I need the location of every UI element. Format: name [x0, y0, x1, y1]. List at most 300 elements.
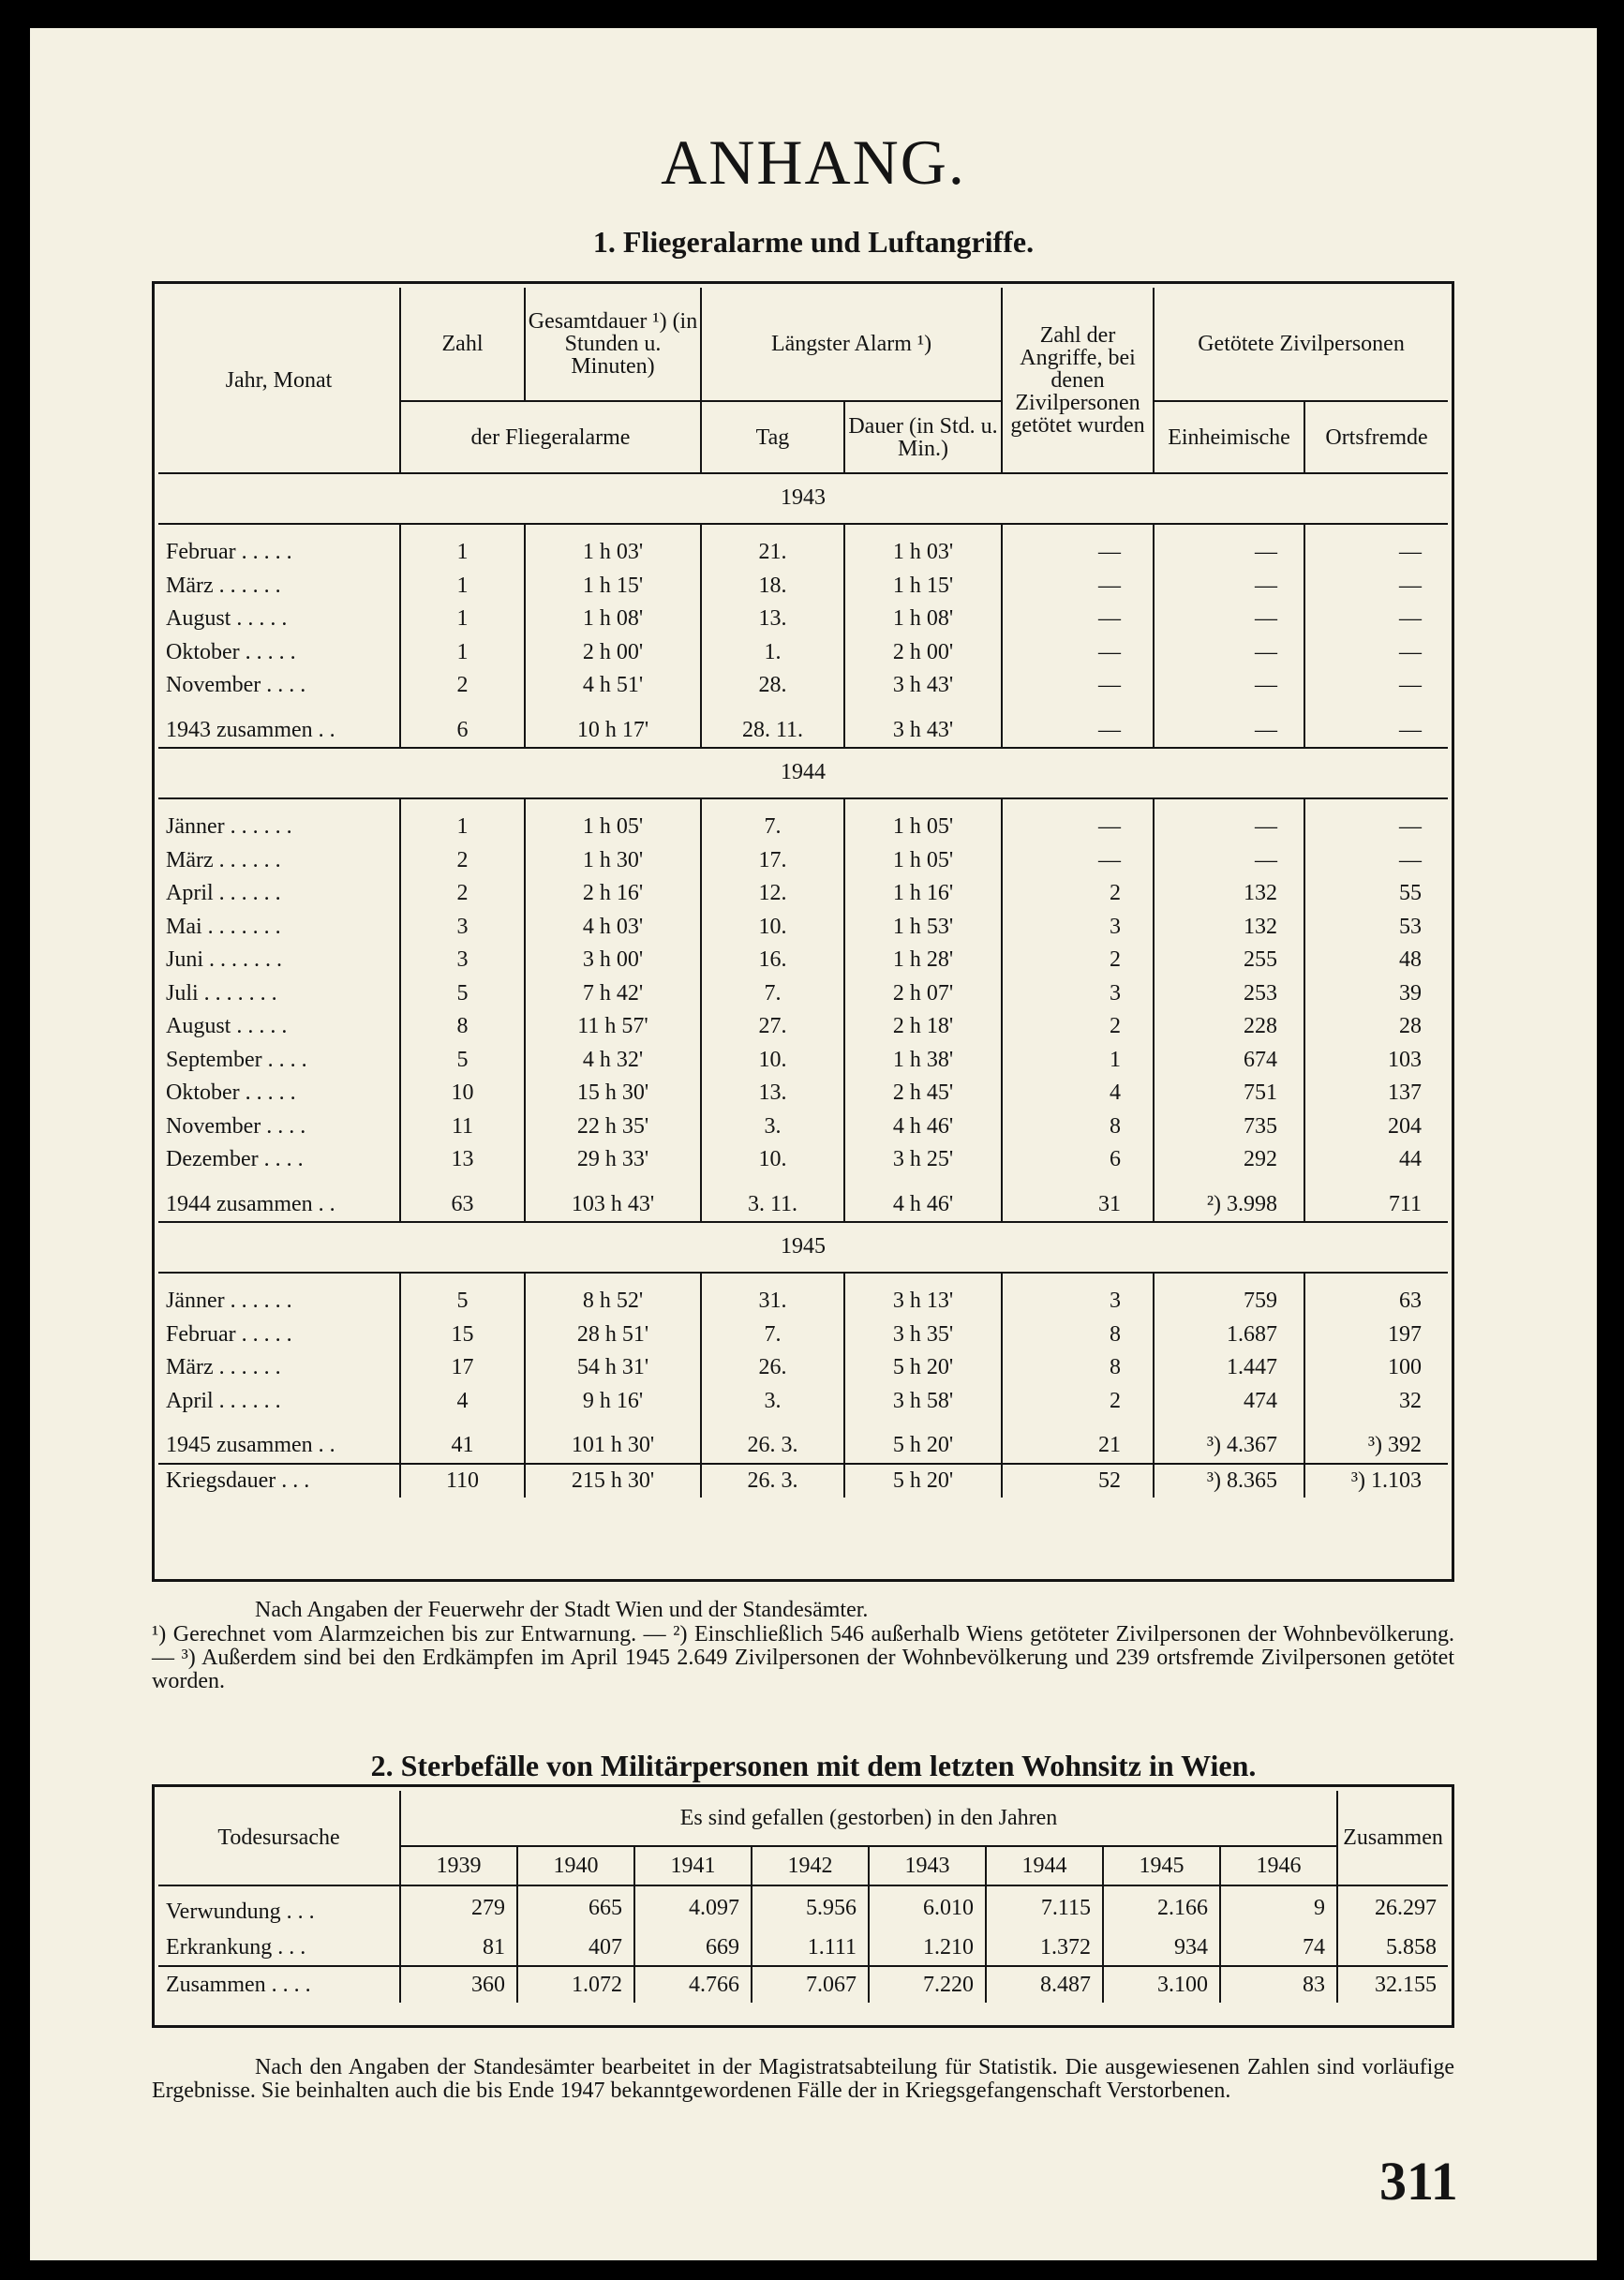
- value-cell: 407: [517, 1930, 634, 1966]
- value-cell: 665: [517, 1885, 634, 1930]
- spacer-cell: [525, 1418, 701, 1429]
- tag-cell: 28. 11.: [701, 714, 844, 749]
- spacer-cell: [1154, 1273, 1304, 1285]
- table-row: [158, 636, 1448, 670]
- table-row: [158, 844, 1448, 878]
- month-label: Kriegsdauer . . .: [158, 1464, 400, 1498]
- einheimische-cell: 735: [1154, 1110, 1304, 1144]
- total-cell: 26.297: [1337, 1885, 1448, 1930]
- value-cell: 9: [1220, 1885, 1337, 1930]
- einheimische-cell: —: [1154, 536, 1304, 570]
- year-header: 1944: [986, 1846, 1103, 1885]
- einheimische-cell: —: [1154, 636, 1304, 670]
- war-total-row: [158, 1464, 1448, 1498]
- table-row: [158, 1385, 1448, 1419]
- angriffe-cell: 4: [1002, 1077, 1154, 1110]
- spacer-cell: [1154, 703, 1304, 714]
- air-raid-table: [158, 288, 1448, 1498]
- angriffe-cell: 2: [1002, 944, 1154, 977]
- month-label: April . . . . . .: [166, 1388, 281, 1413]
- ortsfremde-cell: 44: [1304, 1143, 1448, 1177]
- zahl-cell: 10: [400, 1077, 525, 1110]
- spacer-cell: [1154, 524, 1304, 536]
- spacer-cell: [1002, 1273, 1154, 1285]
- document-page: [30, 28, 1597, 2260]
- tag-cell: 3. 11.: [701, 1188, 844, 1223]
- ortsfremde-cell: 103: [1304, 1044, 1448, 1078]
- tag-cell: 28.: [701, 669, 844, 703]
- spacer-cell: [1154, 798, 1304, 811]
- dauer-cell: 3 h 43': [844, 714, 1002, 749]
- table-row: [158, 1351, 1448, 1385]
- spacer-cell: [400, 524, 525, 536]
- table-row: [158, 669, 1448, 703]
- table-row: [158, 877, 1448, 911]
- value-cell: 6.010: [869, 1885, 986, 1930]
- value-cell: 1.372: [986, 1930, 1103, 1966]
- month-label: März . . . . . .: [166, 847, 281, 872]
- month-label: 1943 zusammen . .: [166, 717, 335, 742]
- dauer-cell: 1 h 16': [844, 877, 1002, 911]
- dauer-cell: 1 h 28': [844, 944, 1002, 977]
- month-label: August . . . . .: [166, 1014, 288, 1038]
- gesamtdauer-cell: 10 h 17': [525, 714, 701, 749]
- spacer-cell: [400, 798, 525, 811]
- dauer-cell: 5 h 20': [844, 1464, 1002, 1498]
- value-cell: 279: [400, 1885, 517, 1930]
- spacer-cell: [158, 703, 400, 714]
- year-row: [158, 748, 1448, 798]
- table2-note: Nach den Angaben der Standesämter bearbeitet in der Magistratsabteilung für Statistik. Die ausgewiesenen Zahlen sind vorläufige Ergebnisse. Sie beinhalten auch die bis Ende 1947 bekanntgewordenen Fälle der in Kriegsgefangenschaft Verstorbenen.: [152, 2055, 1454, 2103]
- zahl-cell: 2: [400, 877, 525, 911]
- tag-cell: 13.: [701, 603, 844, 636]
- table-row: [158, 977, 1448, 1011]
- value-cell: 1.111: [752, 1930, 869, 1966]
- dauer-cell: 2 h 00': [844, 636, 1002, 670]
- value-cell: 81: [400, 1930, 517, 1966]
- einheimische-cell: ³) 4.367: [1154, 1429, 1304, 1464]
- value-cell: 8.487: [986, 1966, 1103, 2003]
- year-header: 1941: [634, 1846, 752, 1885]
- year-total-row: [158, 714, 1448, 749]
- month-label: 1945 zusammen . .: [166, 1433, 335, 1457]
- year-header: 1946: [1220, 1846, 1337, 1885]
- value-cell: 669: [634, 1930, 752, 1966]
- angriffe-cell: 21: [1002, 1429, 1154, 1464]
- year-header: 1945: [1103, 1846, 1220, 1885]
- spacer-cell: [400, 1177, 525, 1188]
- table-row: [158, 1010, 1448, 1044]
- tag-cell: 7.: [701, 811, 844, 844]
- dauer-cell: 1 h 03': [844, 536, 1002, 570]
- angriffe-cell: 8: [1002, 1319, 1154, 1352]
- spacer-cell: [701, 798, 844, 811]
- einheimische-cell: —: [1154, 844, 1304, 878]
- month-label: März . . . . . .: [166, 573, 281, 598]
- tag-cell: 31.: [701, 1285, 844, 1319]
- dauer-cell: 5 h 20': [844, 1429, 1002, 1464]
- angriffe-cell: —: [1002, 844, 1154, 878]
- spacer-cell: [525, 524, 701, 536]
- table1-source: Nach Angaben der Feuerwehr der Stadt Wien und der Standesämter.: [255, 1598, 869, 1622]
- month-label: Mai . . . . . . .: [166, 914, 281, 939]
- tag-cell: 26. 3.: [701, 1464, 844, 1498]
- ortsfremde-cell: 32: [1304, 1385, 1448, 1419]
- gesamtdauer-cell: 103 h 43': [525, 1188, 701, 1223]
- dauer-cell: 2 h 45': [844, 1077, 1002, 1110]
- spacer-cell: [844, 703, 1002, 714]
- ortsfremde-cell: —: [1304, 669, 1448, 703]
- ortsfremde-cell: —: [1304, 811, 1448, 844]
- spacer-row: [158, 524, 1448, 536]
- einheimische-cell: 292: [1154, 1143, 1304, 1177]
- table2-header-row-1: [158, 1791, 1448, 1846]
- dauer-cell: 1 h 38': [844, 1044, 1002, 1078]
- table-row: [158, 603, 1448, 636]
- header-zahl: Zahl: [400, 288, 525, 401]
- dauer-cell: 1 h 05': [844, 811, 1002, 844]
- table-row: [158, 944, 1448, 977]
- spacer-cell: [1304, 1418, 1448, 1429]
- gesamtdauer-cell: 2 h 00': [525, 636, 701, 670]
- dauer-cell: 3 h 25': [844, 1143, 1002, 1177]
- month-label: Oktober . . . . .: [166, 1080, 296, 1105]
- angriffe-cell: —: [1002, 536, 1154, 570]
- spacer-row: [158, 1177, 1448, 1188]
- header-todesursache: Todesursache: [217, 1825, 340, 1850]
- tag-cell: 3.: [701, 1385, 844, 1419]
- dauer-cell: 4 h 46': [844, 1110, 1002, 1144]
- gesamtdauer-cell: 7 h 42': [525, 977, 701, 1011]
- dauer-cell: 3 h 58': [844, 1385, 1002, 1419]
- year-heading: 1943: [158, 473, 1448, 524]
- spacer-row: [158, 1273, 1448, 1285]
- spacer-cell: [400, 703, 525, 714]
- month-label: September . . . .: [166, 1047, 307, 1072]
- ortsfremde-cell: 137: [1304, 1077, 1448, 1110]
- gesamtdauer-cell: 1 h 08': [525, 603, 701, 636]
- einheimische-cell: 132: [1154, 911, 1304, 945]
- month-label: März . . . . . .: [166, 1355, 281, 1379]
- cause-label: Verwundung . . .: [166, 1900, 315, 1924]
- ortsfremde-cell: 48: [1304, 944, 1448, 977]
- year-row: [158, 1222, 1448, 1273]
- spacer-cell: [1002, 1418, 1154, 1429]
- ortsfremde-cell: 197: [1304, 1319, 1448, 1352]
- einheimische-cell: —: [1154, 570, 1304, 604]
- spacer-cell: [701, 703, 844, 714]
- table-row: [158, 911, 1448, 945]
- ortsfremde-cell: 39: [1304, 977, 1448, 1011]
- gesamtdauer-cell: 11 h 57': [525, 1010, 701, 1044]
- spacer-cell: [1304, 524, 1448, 536]
- gesamtdauer-cell: 1 h 30': [525, 844, 701, 878]
- ortsfremde-cell: 204: [1304, 1110, 1448, 1144]
- spacer-cell: [158, 1273, 400, 1285]
- spacer-cell: [844, 1418, 1002, 1429]
- einheimische-cell: 1.687: [1154, 1319, 1304, 1352]
- header-tag: Tag: [701, 401, 844, 473]
- ortsfremde-cell: —: [1304, 570, 1448, 604]
- year-heading: 1944: [158, 748, 1448, 798]
- ortsfremde-cell: ³) 1.103: [1304, 1464, 1448, 1498]
- angriffe-cell: 1: [1002, 1044, 1154, 1078]
- ortsfremde-cell: 100: [1304, 1351, 1448, 1385]
- spacer-cell: [844, 524, 1002, 536]
- spacer-cell: [525, 798, 701, 811]
- spacer-cell: [1154, 1418, 1304, 1429]
- table2-frame: [152, 1784, 1454, 2028]
- zahl-cell: 4: [400, 1385, 525, 1419]
- gesamtdauer-cell: 4 h 51': [525, 669, 701, 703]
- spacer-cell: [1154, 1177, 1304, 1188]
- gesamtdauer-cell: 15 h 30': [525, 1077, 701, 1110]
- tag-cell: 12.: [701, 877, 844, 911]
- spacer-row: [158, 703, 1448, 714]
- table1-title: 1. Fliegeralarme und Luftangriffe.: [592, 225, 1035, 259]
- gesamtdauer-cell: 4 h 03': [525, 911, 701, 945]
- value-cell: 4.097: [634, 1885, 752, 1930]
- spacer-cell: [701, 524, 844, 536]
- angriffe-cell: 8: [1002, 1110, 1154, 1144]
- month-label: Februar . . . . .: [166, 1321, 292, 1347]
- value-cell: 360: [400, 1966, 517, 2003]
- zahl-cell: 63: [400, 1188, 525, 1223]
- einheimische-cell: —: [1154, 603, 1304, 636]
- month-label: April . . . . . .: [166, 881, 281, 905]
- cause-label: Zusammen . . . .: [166, 1973, 311, 1997]
- page-number: 311: [1379, 2151, 1458, 2212]
- table-row: [158, 1285, 1448, 1319]
- spacer-cell: [158, 1177, 400, 1188]
- value-cell: 3.100: [1103, 1966, 1220, 2003]
- angriffe-cell: 2: [1002, 1010, 1154, 1044]
- zahl-cell: 15: [400, 1319, 525, 1352]
- table1-header-row-1: [158, 288, 1448, 401]
- zahl-cell: 1: [400, 603, 525, 636]
- header-ortsfremde: Ortsfremde: [1304, 401, 1448, 473]
- spacer-cell: [158, 1418, 400, 1429]
- table-row: [158, 1110, 1448, 1144]
- gesamtdauer-cell: 28 h 51': [525, 1319, 701, 1352]
- ortsfremde-cell: —: [1304, 603, 1448, 636]
- zahl-cell: 110: [400, 1464, 525, 1498]
- gesamtdauer-cell: 54 h 31': [525, 1351, 701, 1385]
- gesamtdauer-cell: 2 h 16': [525, 877, 701, 911]
- dauer-cell: 2 h 07': [844, 977, 1002, 1011]
- header-gesamtdauer: Gesamtdauer ¹) (in Stunden u. Minuten): [525, 288, 701, 401]
- zahl-cell: 5: [400, 977, 525, 1011]
- spacer-cell: [1002, 798, 1154, 811]
- ortsfremde-cell: —: [1304, 714, 1448, 749]
- page-title: ANHANG.: [661, 127, 966, 198]
- zahl-cell: 3: [400, 944, 525, 977]
- gesamtdauer-cell: 1 h 15': [525, 570, 701, 604]
- spacer-cell: [1002, 1177, 1154, 1188]
- angriffe-cell: —: [1002, 603, 1154, 636]
- einheimische-cell: ²) 3.998: [1154, 1188, 1304, 1223]
- dauer-cell: 4 h 46': [844, 1188, 1002, 1223]
- spacer-cell: [1304, 1273, 1448, 1285]
- year-heading: 1945: [158, 1222, 1448, 1273]
- angriffe-cell: 2: [1002, 877, 1154, 911]
- gesamtdauer-cell: 22 h 35': [525, 1110, 701, 1144]
- dauer-cell: 2 h 18': [844, 1010, 1002, 1044]
- dauer-cell: 1 h 08': [844, 603, 1002, 636]
- tag-cell: 7.: [701, 1319, 844, 1352]
- einheimische-cell: —: [1154, 669, 1304, 703]
- einheimische-cell: 253: [1154, 977, 1304, 1011]
- zahl-cell: 11: [400, 1110, 525, 1144]
- gesamtdauer-cell: 215 h 30': [525, 1464, 701, 1498]
- angriffe-cell: 6: [1002, 1143, 1154, 1177]
- table2-title: 2. Sterbefälle von Militärpersonen mit dem letzten Wohnsitz in Wien.: [370, 1749, 1257, 1782]
- spacer-cell: [158, 798, 400, 811]
- dauer-cell: 3 h 13': [844, 1285, 1002, 1319]
- ortsfremde-cell: 53: [1304, 911, 1448, 945]
- tag-cell: 18.: [701, 570, 844, 604]
- spacer-cell: [158, 524, 400, 536]
- spacer-cell: [844, 1177, 1002, 1188]
- gesamtdauer-cell: 3 h 00': [525, 944, 701, 977]
- month-label: November . . . .: [166, 1113, 306, 1139]
- military-deaths-table: [158, 1791, 1448, 2003]
- header-zahl-angriffe: Zahl der Angriffe, bei denen Zivilpersonen getötet wurden: [1002, 288, 1154, 473]
- zahl-cell: 6: [400, 714, 525, 749]
- gesamtdauer-cell: 9 h 16': [525, 1385, 701, 1419]
- header-zusammen: Zusammen: [1337, 1791, 1448, 1885]
- tag-cell: 10.: [701, 1044, 844, 1078]
- month-label: Juni . . . . . . .: [166, 947, 283, 972]
- spacer-cell: [1304, 798, 1448, 811]
- tag-cell: 10.: [701, 911, 844, 945]
- zahl-cell: 17: [400, 1351, 525, 1385]
- einheimische-cell: 228: [1154, 1010, 1304, 1044]
- gesamtdauer-cell: 29 h 33': [525, 1143, 701, 1177]
- ortsfremde-cell: —: [1304, 536, 1448, 570]
- einheimische-cell: —: [1154, 811, 1304, 844]
- spacer-row: [158, 798, 1448, 811]
- spacer-cell: [701, 1418, 844, 1429]
- spacer-cell: [525, 1177, 701, 1188]
- header-dauer: Dauer (in Std. u. Min.): [844, 401, 1002, 473]
- ortsfremde-cell: 55: [1304, 877, 1448, 911]
- table1-frame: [152, 281, 1454, 1582]
- zahl-cell: 13: [400, 1143, 525, 1177]
- value-cell: 1.210: [869, 1930, 986, 1966]
- zahl-cell: 5: [400, 1285, 525, 1319]
- spacer-cell: [1002, 524, 1154, 536]
- month-label: Jänner . . . . . .: [166, 1289, 292, 1313]
- einheimische-cell: 759: [1154, 1285, 1304, 1319]
- angriffe-cell: 52: [1002, 1464, 1154, 1498]
- dauer-cell: 3 h 43': [844, 669, 1002, 703]
- year-header: 1943: [869, 1846, 986, 1885]
- month-label: 1944 zusammen . .: [166, 1191, 335, 1216]
- value-cell: 7.220: [869, 1966, 986, 2003]
- header-jahr-monat: Jahr, Monat: [225, 367, 333, 393]
- ortsfremde-cell: 63: [1304, 1285, 1448, 1319]
- value-cell: 4.766: [634, 1966, 752, 2003]
- zahl-cell: 8: [400, 1010, 525, 1044]
- tag-cell: 21.: [701, 536, 844, 570]
- month-label: Juli . . . . . . .: [166, 980, 277, 1006]
- value-cell: 1.072: [517, 1966, 634, 2003]
- table-row: [158, 1143, 1448, 1177]
- angriffe-cell: 3: [1002, 977, 1154, 1011]
- header-getoetete: Getötete Zivilpersonen: [1154, 288, 1448, 401]
- dauer-cell: 1 h 05': [844, 844, 1002, 878]
- month-label: Oktober . . . . .: [166, 639, 296, 664]
- header-einheimische: Einheimische: [1154, 401, 1304, 473]
- angriffe-cell: —: [1002, 714, 1154, 749]
- dauer-cell: 5 h 20': [844, 1351, 1002, 1385]
- zahl-cell: 41: [400, 1429, 525, 1464]
- year-total-row: [158, 1429, 1448, 1464]
- tag-cell: 27.: [701, 1010, 844, 1044]
- table-row: [158, 1966, 1448, 2003]
- year-total-row: [158, 1188, 1448, 1223]
- gesamtdauer-cell: 101 h 30': [525, 1429, 701, 1464]
- tag-cell: 26.: [701, 1351, 844, 1385]
- cause-label: Erkrankung . . .: [166, 1935, 306, 1960]
- tag-cell: 16.: [701, 944, 844, 977]
- angriffe-cell: 2: [1002, 1385, 1154, 1419]
- month-label: Jänner . . . . . .: [166, 814, 292, 839]
- year-header: 1939: [400, 1846, 517, 1885]
- year-row: [158, 473, 1448, 524]
- zahl-cell: 2: [400, 844, 525, 878]
- ortsfremde-cell: —: [1304, 636, 1448, 670]
- value-cell: 5.956: [752, 1885, 869, 1930]
- dauer-cell: 1 h 15': [844, 570, 1002, 604]
- einheimische-cell: ³) 8.365: [1154, 1464, 1304, 1498]
- month-label: November . . . .: [166, 673, 306, 697]
- zahl-cell: 2: [400, 669, 525, 703]
- zahl-cell: 1: [400, 811, 525, 844]
- value-cell: 2.166: [1103, 1885, 1220, 1930]
- ortsfremde-cell: 28: [1304, 1010, 1448, 1044]
- angriffe-cell: —: [1002, 570, 1154, 604]
- gesamtdauer-cell: 4 h 32': [525, 1044, 701, 1078]
- header-jahre: Es sind gefallen (gestorben) in den Jahren: [400, 1791, 1337, 1846]
- table-row: [158, 811, 1448, 844]
- zahl-cell: 3: [400, 911, 525, 945]
- spacer-cell: [844, 1273, 1002, 1285]
- table-row: [158, 1319, 1448, 1352]
- gesamtdauer-cell: 1 h 05': [525, 811, 701, 844]
- spacer-cell: [1304, 1177, 1448, 1188]
- value-cell: 7.115: [986, 1885, 1103, 1930]
- spacer-cell: [525, 1273, 701, 1285]
- table-row: [158, 1044, 1448, 1078]
- zahl-cell: 1: [400, 536, 525, 570]
- einheimische-cell: 132: [1154, 877, 1304, 911]
- spacer-cell: [400, 1273, 525, 1285]
- table-row: [158, 1885, 1448, 1930]
- table1-footnotes: ¹) Gerechnet vom Alarmzeichen bis zur Entwarnung. — ²) Einschließlich 546 außerhalb Wiens getöteter Zivilpersonen der Wohnbevölkerung. — ³) Außerdem sind bei den Erdkämpfen im April 1945 2.649 Zivilpersonen der Wohnbevölkerung und 239 ortsfremde Zivilpersonen getötet worden.: [152, 1622, 1454, 1693]
- zahl-cell: 1: [400, 636, 525, 670]
- spacer-cell: [1304, 703, 1448, 714]
- table-row: [158, 1077, 1448, 1110]
- tag-cell: 10.: [701, 1143, 844, 1177]
- angriffe-cell: 3: [1002, 1285, 1154, 1319]
- angriffe-cell: —: [1002, 636, 1154, 670]
- tag-cell: 3.: [701, 1110, 844, 1144]
- ortsfremde-cell: 711: [1304, 1188, 1448, 1223]
- value-cell: 7.067: [752, 1966, 869, 2003]
- angriffe-cell: 8: [1002, 1351, 1154, 1385]
